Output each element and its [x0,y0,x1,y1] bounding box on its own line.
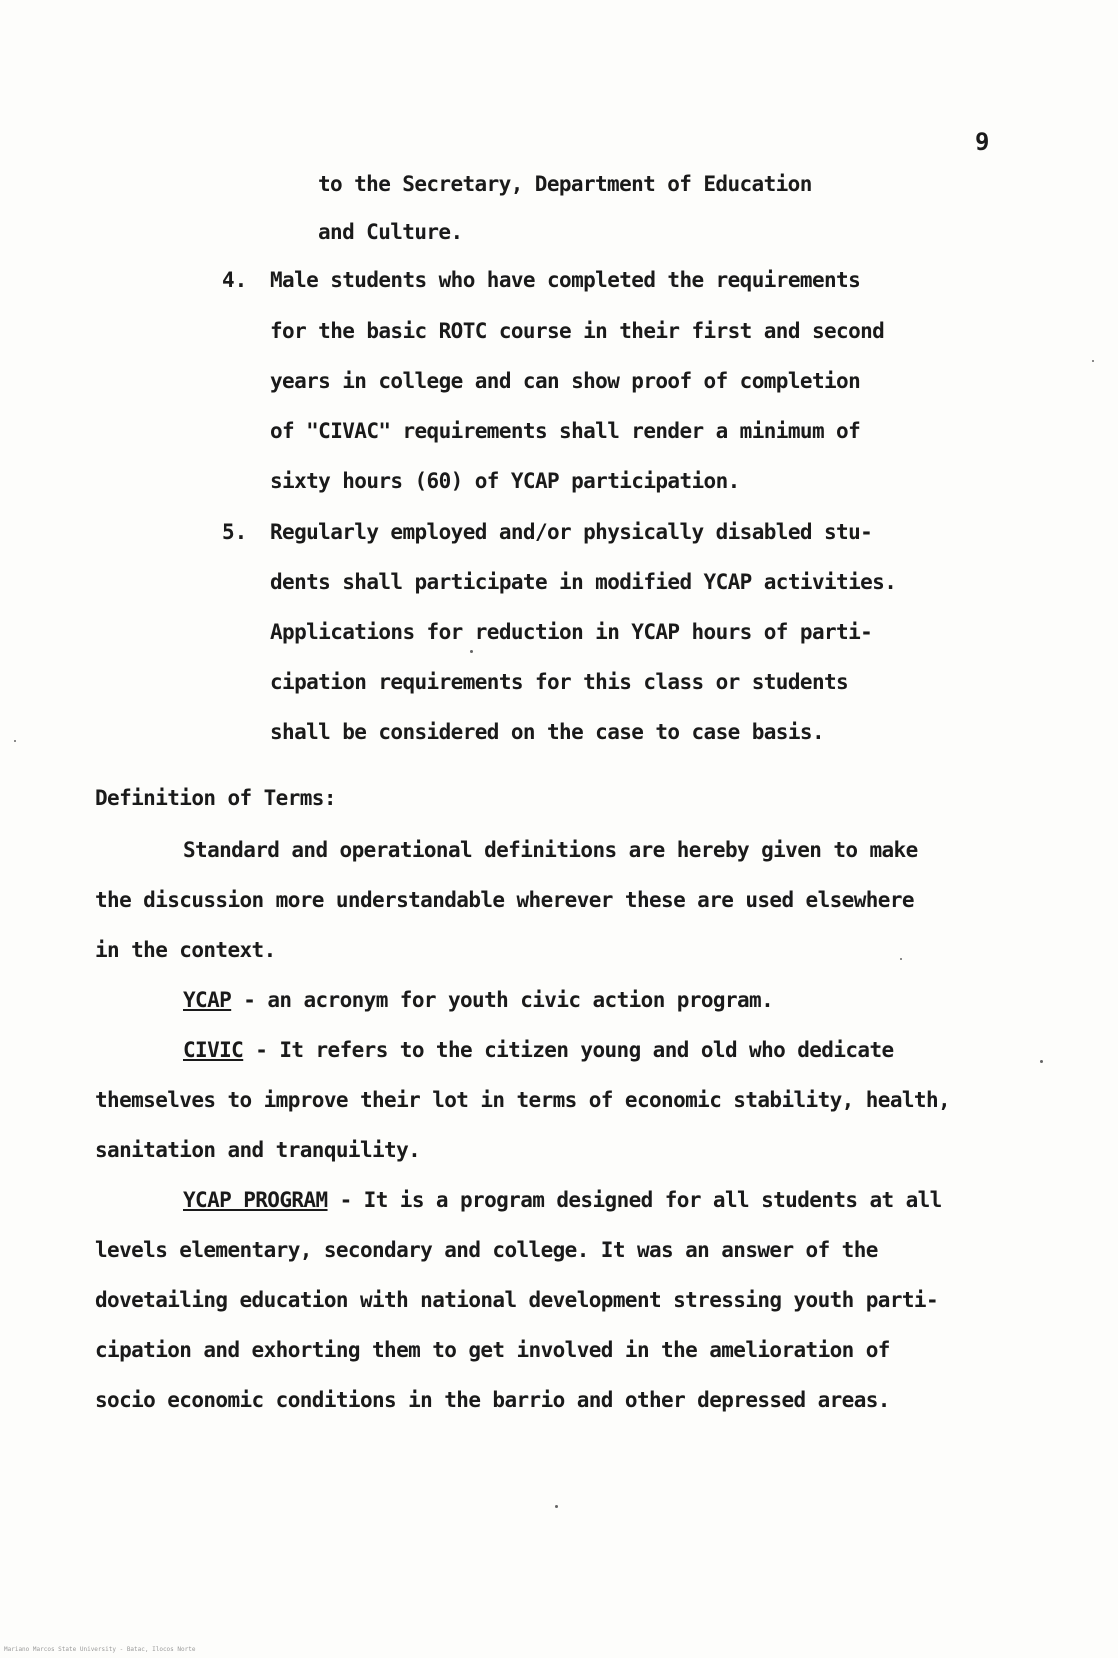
scan-speck [1092,360,1094,362]
definition-civic-line-3: sanitation and tranquility. [95,1138,421,1162]
scan-speck [470,650,473,653]
item-5-line-5: shall be considered on the case to case basis. [270,720,824,744]
scan-footer: Mariano Marcos State University - Batac, Ilocos Norte [4,1646,196,1653]
definition-ycap-program-line-4: cipation and exhorting them to get involved in the amelioration of [95,1338,890,1362]
item-5-line-2: dents shall participate in modified YCAP activities. [270,570,897,594]
definitions-heading: Definition of Terms: [95,786,336,810]
item-4-line-4: of "CIVAC" requirements shall render a minimum of [270,419,861,443]
page-number: 9 [975,128,990,156]
definition-civic [183,1036,894,1064]
item-5-number: 5. [222,520,248,544]
definition-ycap [183,986,773,1014]
definition-civic-line-2: themselves to improve their lot in terms of economic stability, health, [95,1088,951,1112]
scan-speck [1040,1060,1043,1063]
intro-line-2: the discussion more understandable wherever these are used elsewhere [95,888,914,912]
definition-civic-text-1: - It refers to the citizen young and old who dedicate [243,1038,894,1062]
term-ycap-program: YCAP PROGRAM [183,1188,328,1212]
term-ycap: YCAP [183,988,232,1012]
item-4-line-1: Male students who have completed the requirements [270,268,861,292]
scan-speck [555,1505,558,1508]
definition-ycap-program [183,1186,942,1214]
item-4-line-5: sixty hours (60) of YCAP participation. [270,469,740,493]
intro-line-3: in the context. [95,938,276,962]
item-3-line-1: to the Secretary, Department of Education [318,172,812,196]
term-civic: CIVIC [183,1038,244,1062]
definition-ycap-program-line-5: socio economic conditions in the barrio and other depressed areas. [95,1388,890,1412]
item-4-line-3: years in college and can show proof of completion [270,369,861,393]
scan-speck [14,740,16,742]
item-4-line-2: for the basic ROTC course in their first and second [270,319,885,343]
definition-ycap-program-line-3: dovetailing education with national development stressing youth parti- [95,1288,939,1312]
item-3-line-2: and Culture. [318,220,463,244]
item-5-line-1: Regularly employed and/or physically disabled stu- [270,520,873,544]
intro-line-1: Standard and operational definitions are hereby given to make [183,838,918,862]
item-5-line-3: Applications for reduction in YCAP hours of parti- [270,620,873,644]
scan-speck [900,958,902,960]
item-4-number: 4. [222,268,248,292]
definition-ycap-program-line-2: levels elementary, secondary and college. It was an answer of the [95,1238,878,1262]
item-5-line-4: cipation requirements for this class or students [270,670,849,694]
definition-ycap-program-text-1: - It is a program designed for all students at all [327,1188,942,1212]
definition-ycap-text: - an acronym for youth civic action program. [231,988,774,1012]
